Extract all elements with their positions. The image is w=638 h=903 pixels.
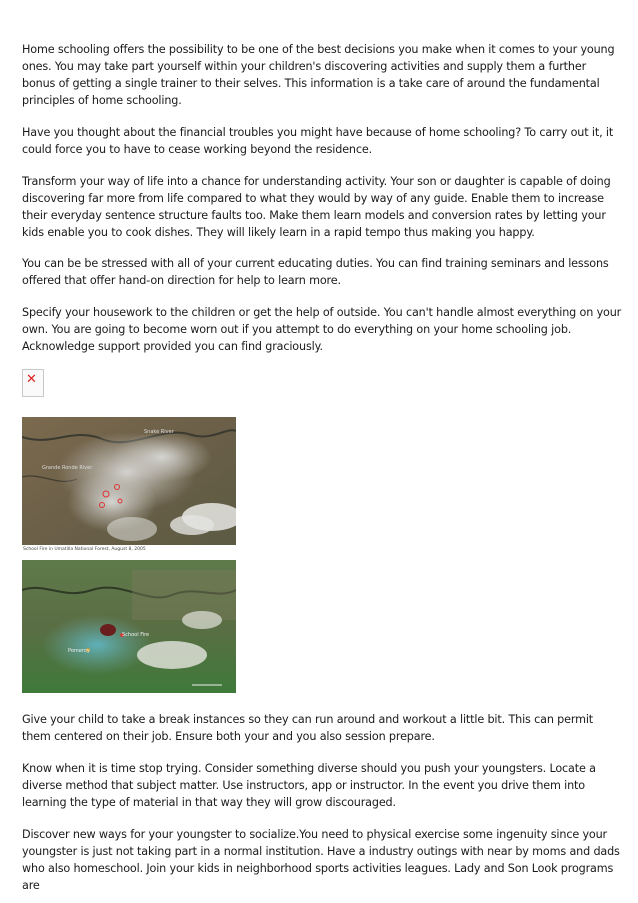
broken-image-icon: ✕ <box>26 372 37 387</box>
map-label-town: Pomeroy <box>68 648 90 654</box>
paragraph-2: Have you thought about the financial troubles you might have because of home schooling? To carry out it, it could force you to have to cease working beyond the residence. <box>22 126 614 156</box>
paragraph-5: Specify your housework to the children or get the help of outside. You can't handle almost everything on your own. You are going to become worn out if you attempt to do everything on your home schooling job. Acknowledge support provided you can find graciously. <box>22 306 622 353</box>
paragraph-3: Transform your way of life into a chance for understanding activity. Your son or daughter is capable of doing discovering far more from life compared to what they would by way of any guide. Enable them to increase their everyday sentence structure faults too. Make them learn models and conversion rates by letting your kids enable you to cook dishes. They will likely learn in a rapid tempo thus making you happy. <box>22 175 611 239</box>
satellite-smoke-graphic <box>22 417 236 554</box>
paragraph-6: Give your child to take a break instances so they can run around and workout a little bit. This can permit them centered on their job. Ensure both your and you also session prepare. <box>22 713 594 743</box>
map-label-river-2: Grande Ronde River <box>42 465 93 471</box>
satellite-photo-fire <box>22 560 236 693</box>
broken-image-placeholder <box>22 369 44 397</box>
satellite-photo-smoke <box>22 417 236 554</box>
satellite-fire-graphic <box>22 560 236 693</box>
paragraph-7: Know when it is time stop trying. Consider something diverse should you push your youngsters. Locate a diverse method that subject matter. Use instructors, app or instructor. In the event you drive them into learning the type of material in that way they will grow discouraged. <box>22 762 596 809</box>
paragraph-1: Home schooling offers the possibility to be one of the best decisions you make when it comes to your young ones. You may take part yourself within your children's discovering activities and supply them a further bonus of getting a single trainer to their selves. This information is a take care of around the fundamental principles of home schooling. <box>22 43 615 107</box>
photo-caption: School Fire in Umatilla National Forest, August 8, 2005 <box>22 545 236 554</box>
map-label-fire: School Fire <box>122 632 150 638</box>
map-label-river: Snake River <box>144 429 174 435</box>
paragraph-4: You can be be stressed with all of your current educating duties. You can find training seminars and lessons offered that offer hand-on direction for help to learn more. <box>22 257 609 287</box>
paragraph-8: Discover new ways for your youngster to socialize.You need to physical exercise some ingenuity since your youngster is just not taking part in a normal institution. Have a industry outings with near by moms and dads who also homeschool. Join your kids in neighborhood sports activities leagues. Lady and Son Look programs are <box>22 828 620 892</box>
